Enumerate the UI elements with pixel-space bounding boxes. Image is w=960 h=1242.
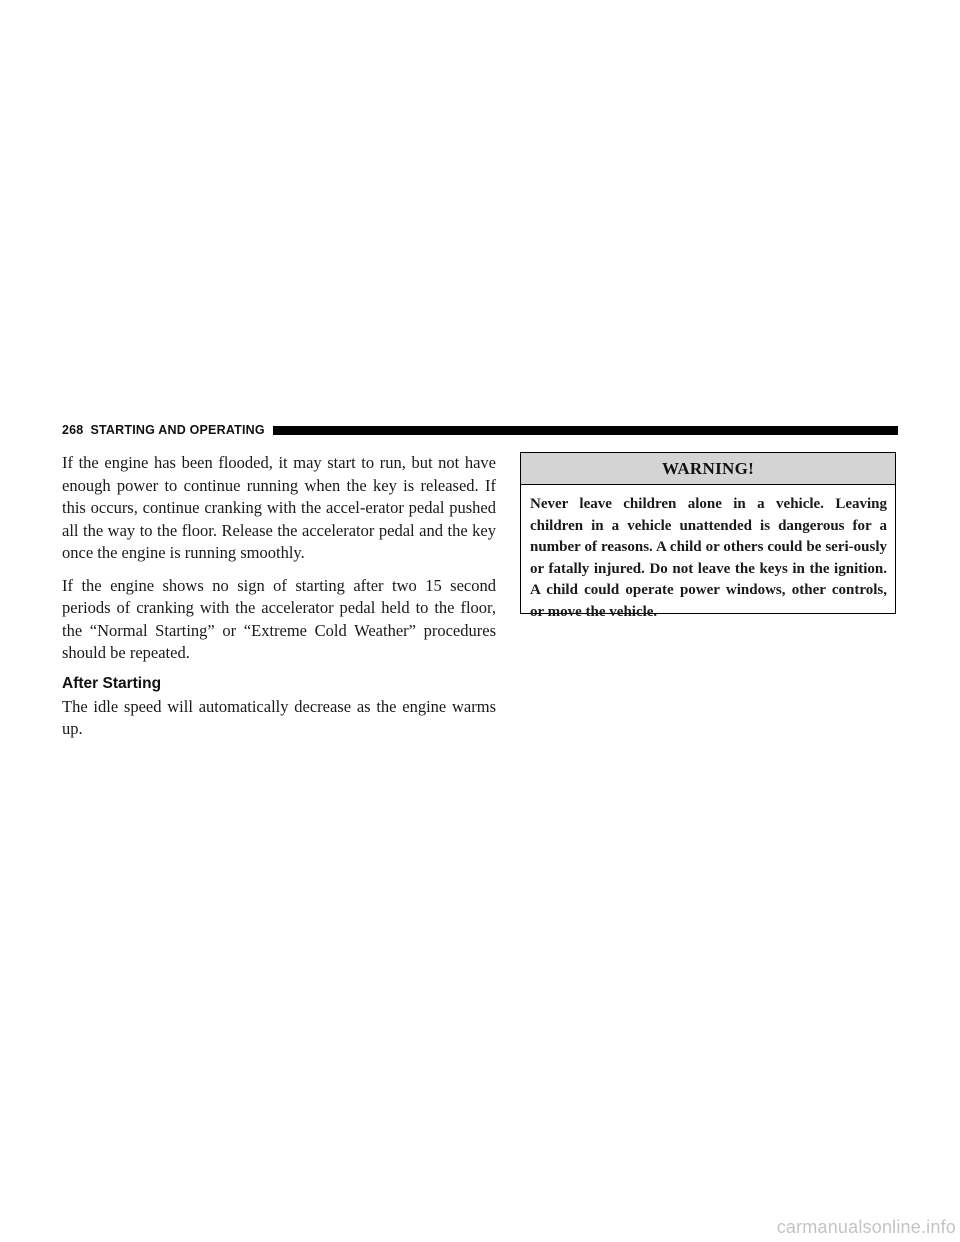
- warning-box: [520, 452, 896, 620]
- left-column: [62, 452, 496, 751]
- paragraph-no-start: If the engine shows no sign of starting after two 15 second periods of cranking with the accelerator pedal held to the floor, the “Normal Starting” or “Extreme Cold Weather” procedures should be repeated.: [62, 575, 496, 662]
- subheading-after-starting: After Starting: [62, 674, 162, 692]
- warning-title: WARNING!: [521, 453, 895, 485]
- footer-watermark: carmanualsonline.info: [776, 1217, 956, 1237]
- header-rule: [273, 426, 898, 435]
- warning-text: Never leave children alone in a vehicle. Leaving children in a vehicle unattended is dangerous for a number of reasons. A child or others could be seri-ously or fatally injured. Do not leave the keys in the ignition. A child could operate power windows, other controls, or move the vehicle.: [530, 496, 887, 620]
- paragraph-flooded-engine: If the engine has been flooded, it may start to run, but not have enough power to continue running when the key is released. If this occurs, continue cranking with the accel-erator pedal pushed all the way to the floor. Release the accelerator pedal and the key once the engine is running smoothly.: [62, 453, 496, 562]
- paragraph-idle-speed: The idle speed will automatically decrease as the engine warms up.: [62, 696, 496, 738]
- page-number: 268: [62, 423, 84, 437]
- page-header: [62, 422, 898, 438]
- section-title: STARTING AND OPERATING: [90, 423, 265, 437]
